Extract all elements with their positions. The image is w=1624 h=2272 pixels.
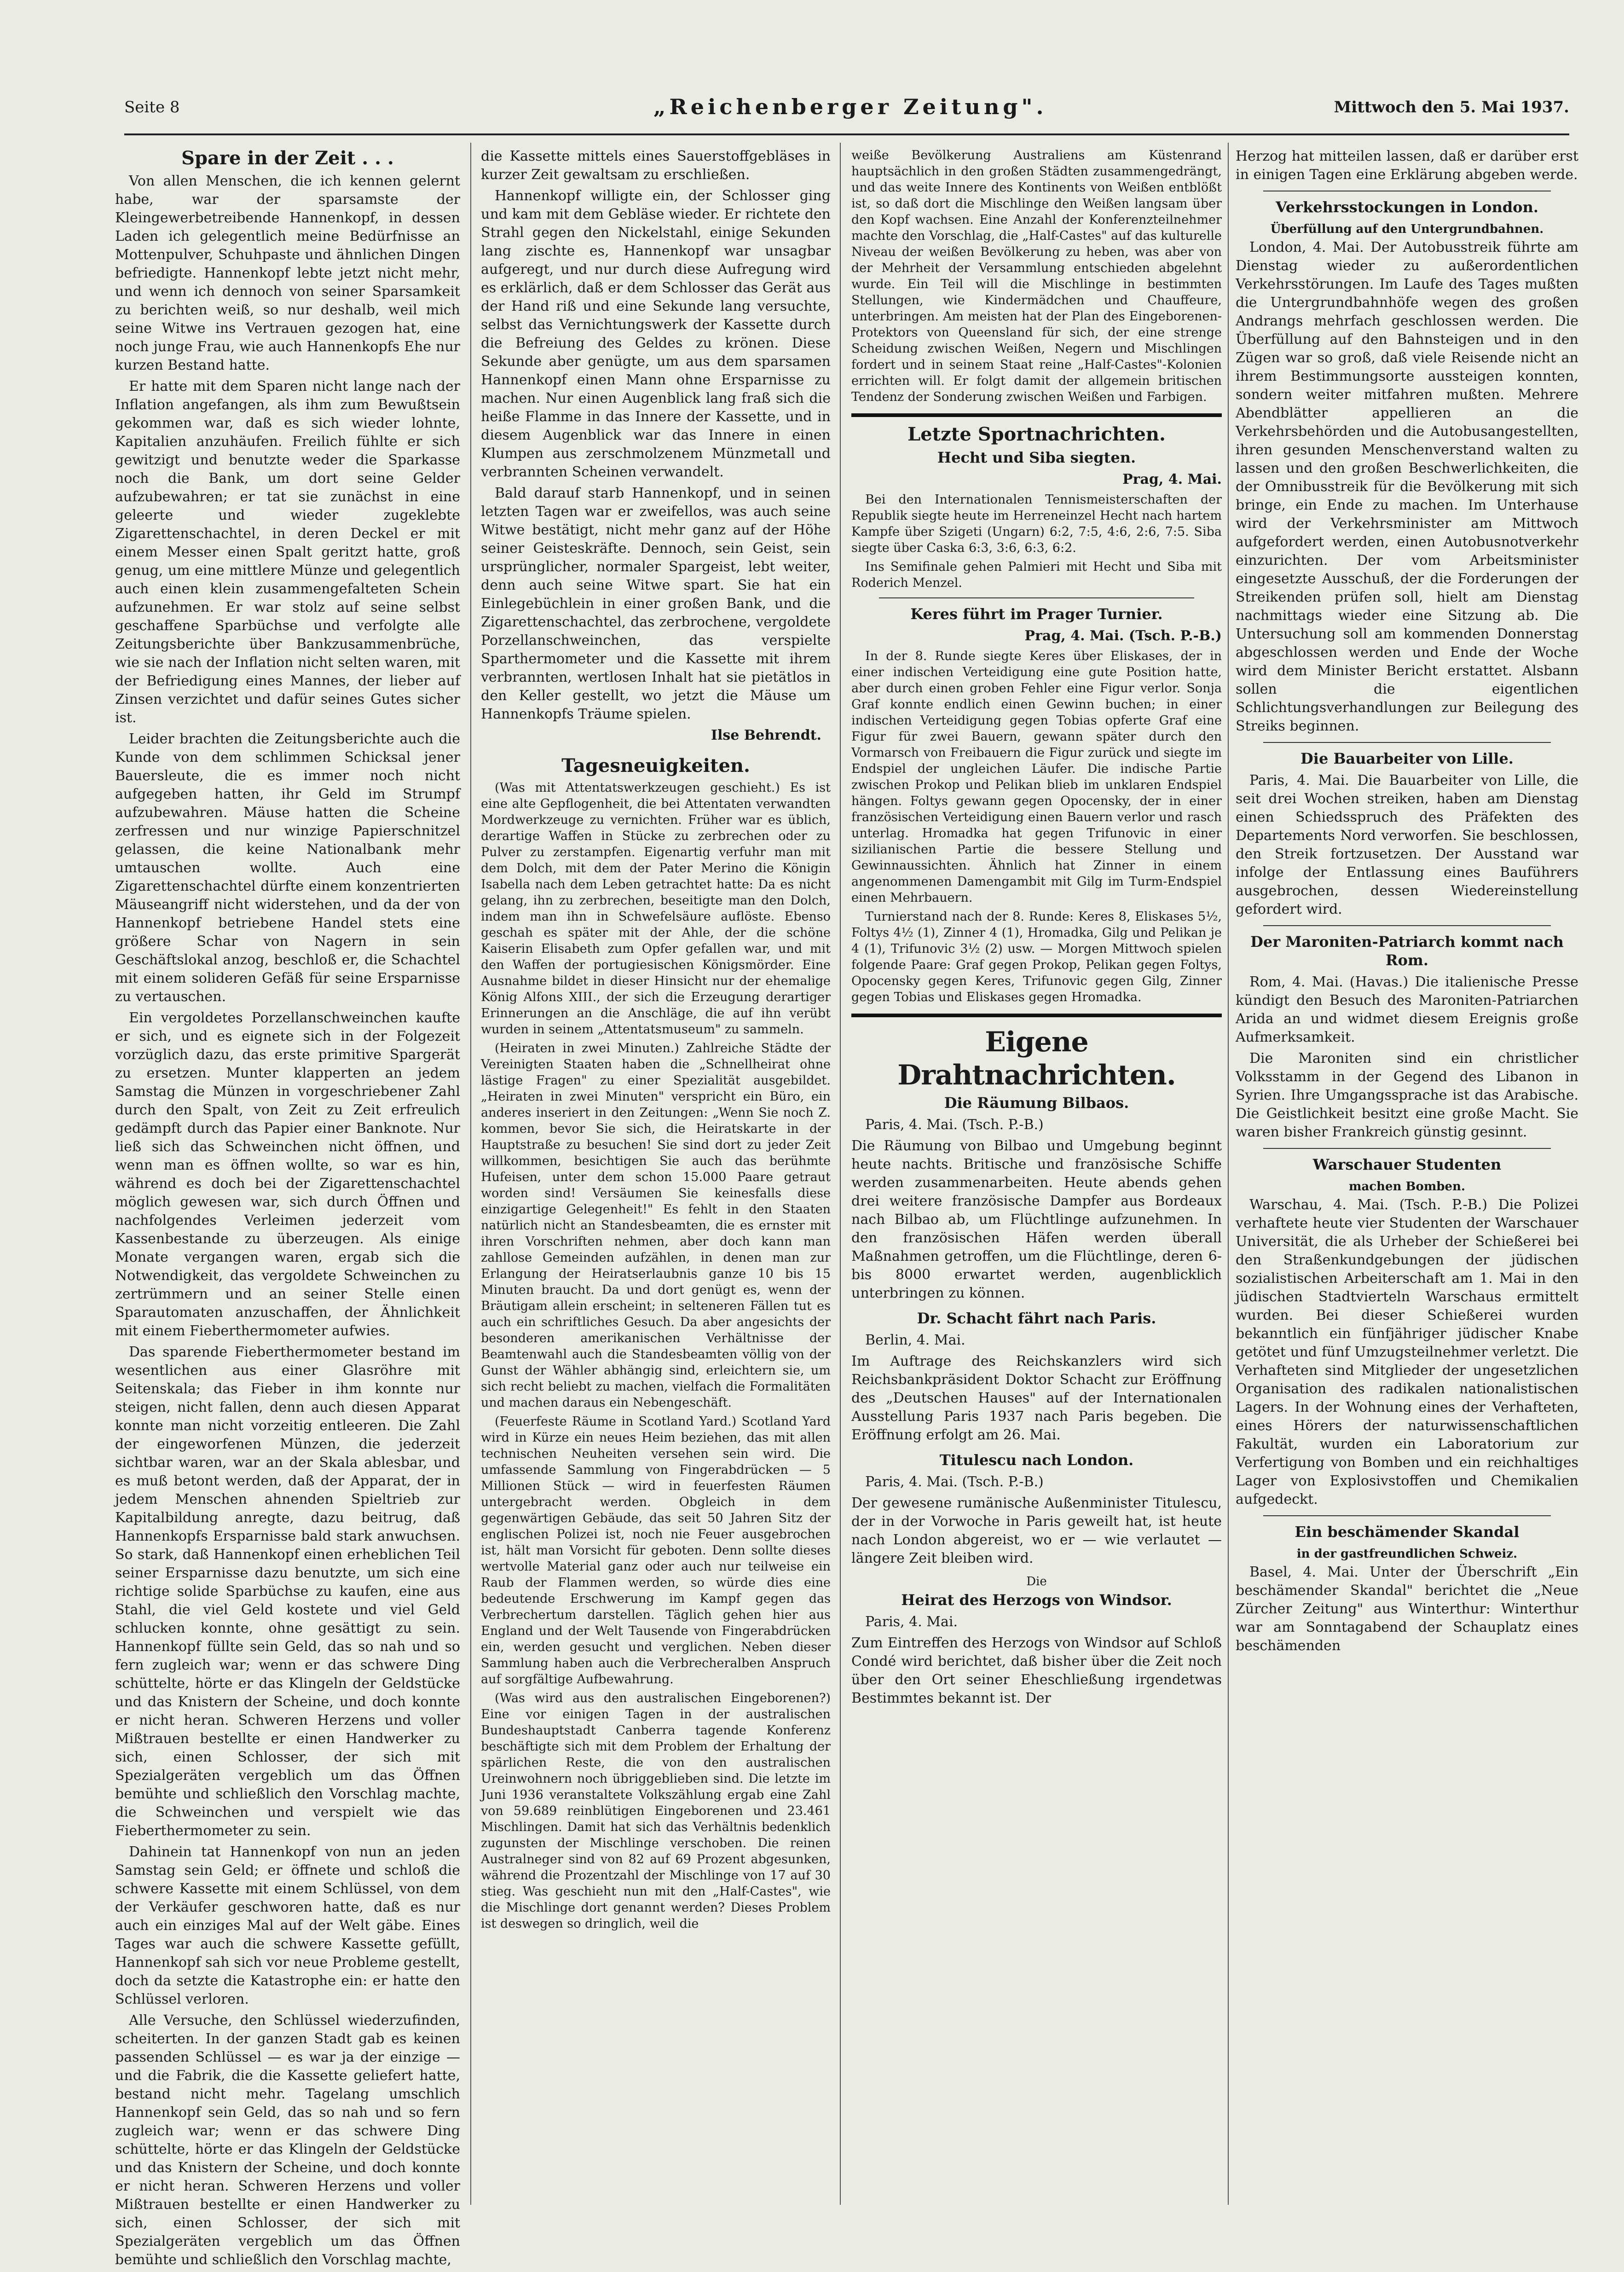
article-title: Verkehrsstockungen in London. xyxy=(1275,198,1539,216)
column-2 xyxy=(481,147,831,1935)
article-title: Dr. Schacht fährt nach Paris. xyxy=(917,1310,1156,1327)
paragraph: Leider brachten die Zeitungsberichte auch die Kunde von dem schlimmen Schicksal jener Bauersleute, die es immer noch nicht aufgegeben hatten, ihr Geld im Strumpf aufzubewahren. Mäuse hatten die Scheine zerfressen und nur winzige Papierschnitzel gelassen, die keine Nationalbank mehr umtauschen wollte. Auch eine Zigarettenschachtel dürfte einem konzentrierten Mäuseangriff nicht widerstehen, und da der von Hannenkopf betriebene Handel stets eine größere Schar von Nagern in sein Geschäftslokal anzog, beschloß er, die Schachtel mit einem solideren Gefäß für seine Ersparnisse zu vertauschen. xyxy=(115,731,460,1005)
paragraph: Hannenkopf willigte ein, der Schlosser ging und kam mit dem Gebläse wieder. Er richtete den Strahl gegen den Nickelstahl, einige Sekunden lang zischte es, Hannenkopf war unsagbar aufgeregt, und nur durch diese Aufregung wird es erklärlich, daß er dem Schlosser das Gerät aus der Hand riß und eine Sekunde lang versuchte, selbst das Vernichtungswerk der Kassette durch die Befreiung des Geldes zu krönen. Diese Sekunde aber genügte, um aus dem sparsamen Hannenkopf einen Mann ohne Ersparnisse zu machen. Nur einen Augenblick lang fraß sich die heiße Flamme in das Innere der Kassette, und in diesem Augenblick war das Innere in einen Klumpen aus zerschmolzenem Münzmetall und verbrannten Scheinen verwandelt. xyxy=(481,188,831,480)
dateline: Berlin, 4. Mai. xyxy=(865,1332,965,1348)
article-title: Keres führt im Prager Turnier. xyxy=(910,605,1163,623)
divider xyxy=(879,597,1194,598)
article-title: Titulescu nach London. xyxy=(939,1451,1134,1469)
paragraph: Die Räumung von Bilbao und Umgebung beginnt heute nachts. Britische und französische Schiffe werden zusammenarbeiten. Heute abends gehen drei weitere französische Dampfer aus Bordeaux nach Bilbao ab, um Flüchtlinge aufzunehmen. In den französischen Häfen werden überall Maßnahmen getroffen, um die Flüchtlinge, deren 6- bis 8000 erwartet werden, augenblicklich unterbringen zu können. xyxy=(851,1138,1222,1301)
paragraph: Dahinein tat Hannenkopf von nun an jeden Samstag sein Geld; er öffnete und schloß die schwere Kassette mit einem Schlüssel, von dem der Verkäufer geschworen hatte, daß es nur auch ein einziges Mal auf der Welt gäbe. Eines Tages war auch die schwere Kassette gefüllt, Hannenkopf sah sich vor neue Probleme gestellt, doch da setzte die Katastrophe ein: er hatte den Schlüssel verloren. xyxy=(115,1844,460,2007)
issue-date: Mittwoch den 5. Mai 1937. xyxy=(1334,98,1569,116)
page-number: Seite 8 xyxy=(124,98,180,116)
article-subtitle: Überfüllung auf den Untergrundbahnen. xyxy=(1270,222,1544,236)
paragraph: Von allen Menschen, die ich kennen gelernt habe, war der sparsamste der Kleingewerbetreibende Hannenkopf, in dessen Laden ich gelegentlich meine Bedürfnisse an Mottenpulver, Schuhpaste und ähnlichen Dingen befriedigte. Hannenkopf lebte jetzt nicht mehr, und wenn ich dennoch von seiner Sparsamkeit zu berichten weiß, so nur deshalb, weil mich seine Witwe ins Vertrauen gezogen hat, eine noch junge Frau, wie auch Hannenkopfs Ehe nur kurzen Bestand hatte. xyxy=(115,173,460,373)
news-item: (Was mit Attentatswerkzeugen geschieht.) Es ist eine alte Gepflogenheit, die bei Attentaten verwandten Mordwerkzeuge zu vernichten. Früher war es üblich, derartige Waffen in Stücke zu zerbrechen oder zu Pulver zu zerstampfen. Eigenartig verfuhr man mit dem Dolch, mit dem der Pater Merino die Königin Isabella nach dem Leben getrachtet hatte: Da es nicht gelang, ihn zu zerbrechen, beseitigte man den Dolch, indem man ihn in Schwefelsäure auflöste. Ebenso geschah es später mit der Ahle, der die schöne Kaiserin Elisabeth zum Opfer gefallen war, und mit den Waffen der portugiesischen Königsmörder. Eine Ausnahme bildet in dieser Hinsicht nur der ehemalige König Alfons XIII., der sich die Erzeugung derartiger Erinnerungen an die Anschläge, die auf ihn verübt wurden in seinem „Attentatsmuseum" zu sammeln. xyxy=(481,781,831,1037)
divider xyxy=(1263,1148,1551,1149)
paragraph: Im Auftrage des Reichskanzlers wird sich Reichsbankpräsident Doktor Schacht zur Eröffnung des „Deutschen Hauses" auf der Internationalen Ausstellung Paris 1937 nach Paris begeben. Die Eröffnung erfolgt am 26. Mai. xyxy=(851,1353,1222,1443)
divider xyxy=(1263,742,1551,743)
article-title: Heirat des Herzogs von Windsor. xyxy=(901,1591,1172,1609)
paragraph: London, 4. Mai. Der Autobusstreik führte am Dienstag wieder zu außerordentlichen Verkehrsstörungen. Im Laufe des Tages mußten die Untergrundbahnhöfe wegen des großen Andrangs mehrfach geschlossen werden. Die Überfüllung auf den Bahnsteigen und in den Zügen war so groß, daß viele Reisende nicht an ihrem Bestimmungsorte aussteigen konnten, sondern weiter mitfahren mußten. Mehrere Abendblätter appellieren an die Verkehrsbehörden und die Autobusangestellten, ihren gesunden Menschenverstand walten zu lassen und den großen Beschwerlichkeiten, die der Omnibusstreik für die Bevölkerung mit sich bringe, ein Ende zu machen. Im Unterhause wird der Verkehrsminister am Mittwoch aufgefordert werden, einen Autobusnotverkehr einzurichten. Der vom Arbeitsminister eingesetzte Ausschuß, der die Forderungen der Streikenden prüfen soll, hielt am Dienstag nachmittags wieder eine Sitzung ab. Die Untersuchung soll am kommenden Donnerstag abgeschlossen werden und Ende der Woche wird dem Minister Bericht erstattet. Alsbann sollen die eigentlichen Schlichtungsverhandlungen zur Beilegung des Streiks beginnen. xyxy=(1236,239,1578,734)
article-title: Der Maroniten-Patriarch kommt nach Rom. xyxy=(1250,933,1564,969)
news-item: (Was wird aus den australischen Eingeborenen?) Eine vor einigen Tagen in der australischen Bundeshauptstadt Canberra tagende Konferenz beschäftigte sich mit dem Problem der Erhaltung der spärlichen Reste, die von den australischen Ureinwohnern noch übriggeblieben sind. Die letzte im Juni 1936 veranstaltete Volkszählung ergab eine Zahl von 59.689 reinblütigen Eingeborenen und 23.461 Mischlingen. Damit hat sich das Verhältnis bedenklich zugunsten der Mischlinge verschoben. Die reinen Australneger sind von 82 auf 69 Prozent abgesunken, während die Prozentzahl der Mischlinge von 17 auf 30 stieg. Was geschieht nun mit den „Half-Castes", wie die Mischlinge dort genannt werden? Dieses Problem ist deswegen so dringlich, weil die xyxy=(481,1691,831,1931)
paragraph: Das sparende Fieberthermometer bestand im wesentlichen aus einer Glasröhre mit Seitenskala; das Fieber in ihm konnte nur steigen, nicht fallen, denn auch diesen Apparat konnte man nicht vorzeitig entleeren. Die Zahl der eingeworfenen Münzen, die jederzeit sichtbar waren, war an der Skala ablesbar, und es muß betont werden, daß der Apparat, der in jedem Menschen ahnenden Spieltrieb zur Kapitalbildung anregte, dazu beitrug, daß Hannenkopfs Ersparnisse bald stark anwuchsen. So stark, daß Hannenkopf einen erheblichen Teil seiner Ersparnisse dazu benutzte, um sich eine richtige solide Sparbüchse zu kaufen, eine aus Stahl, die viel Geld kostete und viel Geld schlucken konnte, ohne gesättigt zu sein. Hannenkopf füllte sein Geld, das so nah und so fern zugleich war; wenn er das schwere Ding schüttelte, hörte er das Klingeln der Geldstücke und das Knistern der Scheine, und doch konnte er nicht heran. Schweren Herzens und voller Mißtrauen bestellte er einen Handwerker zu sich, einen Schlosser, der sich mit Spezialgeräten vergeblich um das Öffnen bemühte und schließlich den Vorschlag machte, die Schweinchen und verspielt wie das Fieberthermometer zu sein. xyxy=(115,1344,460,1839)
divider xyxy=(1263,1515,1551,1516)
paragraph: Turnierstand nach der 8. Runde: Keres 8, Eliskases 5½, Foltys 4½ (1), Zinner 4 (1), Hromadka, Gilg und Pelikan je 4 (1), Trifunovic 3½ (2) usw. — Morgen Mittwoch spielen folgende Paare: Graf gegen Prokop, Pelikan gegen Foltys, Opocensky gegen Keres, Trifunovic gegen Gilg, Zinner gegen Tobias und Eliskases gegen Hromadka. xyxy=(851,910,1222,1004)
dateline: Paris, 4. Mai. xyxy=(865,1614,958,1630)
column-divider xyxy=(470,143,471,2205)
paragraph: Bald darauf starb Hannenkopf, und in seinen letzten Tagen war er zweifellos, was auch seine Witwe bestätigt, nicht mehr ganz auf der Höhe seiner Geisteskräfte. Dennoch, sein Geist, sein ursprünglicher, normaler Spargeist, lebt weiter, denn auch seine Witwe spart. Sie hat ein Einlegebüchlein in einer großen Bank, und die Zigarettenschachtel, das zerbrochene, vergoldete Porzellanschweinchen, das verspielte Sparthermometer und die Kassette mit ihrem verbrannten, wertlosen Inhalt hat sie pietätlos in den Keller gestellt, wo jetzt die Mäuse um Hannenkopfs Träume spielen. xyxy=(481,485,831,722)
author-signature: Ilse Behrendt. xyxy=(711,727,821,743)
article-title: Die Räumung Bilbaos. xyxy=(944,1094,1129,1112)
paragraph: Warschau, 4. Mai. (Tsch. P.-B.) Die Polizei verhaftete heute vier Studenten der Warschauer Universität, die als Urheber der Schießerei bei den Straßenkundgebungen der jüdischen sozialistischen Arbeiterschaft am 1. Mai in den jüdischen Stadtvierteln Warschaus ermittelt wurden. Bei dieser Schießerei wurden bekanntlich ein fünfjähriger jüdischer Knabe getötet und fünf Umzugsteilnehmer verletzt. Die Verhafteten sind Mitglieder der ungesetzlichen Organisation des radikalen nationalistischen Lagers. In der Wohnung eines der Verhafteten, eines Hörers der naturwissenschaftlichen Fakultät, wurden ein Laboratorium zur Verfertigung von Bomben und ein reichhaltiges Lager von Explosivstoffen und Chemikalien aufgedeckt. xyxy=(1236,1197,1578,1507)
article-title: Ein beschämender Skandal xyxy=(1295,1523,1520,1541)
paragraph: Alle Versuche, den Schlüssel wiederzufinden, scheiterten. In der ganzen Stadt gab es keinen passenden Schlüssel — es war ja der einzige — und die Fabrik, die die Kassette geliefert hatte, bestand nicht mehr. Tagelang umschlich Hannenkopf sein Geld, das so nah und so fern zugleich war; wenn er das schwere Ding schüttelte, hörte er das Klingeln der Geldstücke und das Knistern der Scheine, und doch konnte er nicht heran. Schweren Herzens und voller Mißtrauen bestellte er einen Handwerker zu sich, einen Schlosser, der sich mit Spezialgeräten vergeblich um das Öffnen bemühte und schließlich den Vorschlag machte, xyxy=(115,2012,460,2268)
paragraph: In der 8. Runde siegte Keres über Eliskases, der in einer indischen Verteidigung eine gute Position hatte, aber durch einen groben Fehler eine Figur verlor. Sonja Graf konnte endlich einen Gewinn buchen; in einer indischen Verteidigung gegen Tobias opferte Graf eine Figur für zwei Bauern, gewann später durch den Vormarsch von Freibauern die Figur zurück und siegte im Endspiel der ungleichen Läufer. Die indische Partie zwischen Prokop und Pelikan blieb im unklaren Endspiel hängen. Foltys gewann gegen Opocensky, der in einer französischen Verteidigung einen Bauern verlor und rasch unterlag. Hromadka hat gegen Trifunovic in einer sizilianischen Partie die bessere Stellung und Gewinnaussichten. Ähnlich hat Zinner in einem angenommenen Damengambit mit Gilg im Turm-Endspiel einen Mehrbauern. xyxy=(851,649,1222,905)
news-item: (Feuerfeste Räume in Scotland Yard.) Scotland Yard wird in Kürze ein neues Heim beziehen, das mit allen technischen Neuheiten versehen sein wird. Die umfassende Sammlung von Fingerabdrücken — 5 Millionen Stück — wird in feuerfesten Räumen untergebracht werden. Obgleich in dem gegenwärtigen Gebäude, das seit 50 Jahren Sitz der englischen Polizei ist, noch nie Feuer ausgebrochen ist, hält man Vorsicht für geboten. Denn sollte dieses wertvolle Material ganz oder auch nur teilweise ein Raub der Flammen werden, so würde dies eine bedeutende Erschwerung im Kampf gegen das Verbrechertum darstellen. Täglich gehen hier aus England und der Welt Tausende von Fingerabdrücken ein, werden gesucht und verglichen. Neben dieser Sammlung haben auch die Verbrecheralben Anspruch auf sorgfältige Aufbewahrung. xyxy=(481,1414,831,1687)
article-subtitle: machen Bomben. xyxy=(1348,1180,1466,1194)
paragraph: Rom, 4. Mai. (Havas.) Die italienische Presse kündigt den Besuch des Maroniten-Patriarchen Arida an und widmet diesem Ereignis große Aufmerksamkeit. xyxy=(1236,974,1578,1045)
dateline: Prag, 4. Mai. (Tsch. P.-B.) xyxy=(1024,628,1222,644)
paragraph: Herzog hat mitteilen lassen, daß er darüber erst in einigen Tagen eine Erklärung abgeben werde. xyxy=(1236,148,1578,183)
paragraph: Die Maroniten sind ein christlicher Volksstamm in der Gegend des Libanon in Syrien. Ihre Umgangssprache ist das Arabische. Die Geistlichkeit besitzt eine große Macht. Sie waren bisher Frankreich günstig gesinnt. xyxy=(1236,1050,1578,1140)
paragraph: die Kassette mittels eines Sauerstoffgebläses in kurzer Zeit gewaltsam zu erschließen. xyxy=(481,148,831,183)
article-title: Hecht und Siba siegten. xyxy=(937,449,1136,466)
paragraph: weiße Bevölkerung Australiens am Küstenrand hauptsächlich in den großen Städten zusammengedrängt, und das weite Innere des Kontinents von Weißen entblößt ist, so daß dort die Mischlinge den Weißen langsam über den Kopf wachsen. Eine Anzahl der Konferenzteilnehmer machte den Vorschlag, die „Half-Castes" auf das kulturelle Niveau der weißen Bevölkerung zu heben, was aber von der Mehrheit der Versammlung entschieden abgelehnt wurde. Ein Teil will die Mischlinge in bestimmten Stellungen, wie Kindermädchen und Chauffeure, unterbringen. Am meisten hat der Plan des Eingeborenen-Protektors von Queensland für sich, der eine strenge Scheidung zwischen Weißen, Negern und Mischlingen fordert und in seinem Staat reine „Half-Castes"-Kolonien errichten will. Er folgt damit der allgemein britischen Tendenz der Sonderung zwischen Weißen und Farbigen. xyxy=(851,148,1222,404)
column-1 xyxy=(115,147,460,2272)
article-title: Die Bauarbeiter von Lille. xyxy=(1300,750,1514,767)
article-subtitle: in der gastfreundlichen Schweiz. xyxy=(1296,1547,1518,1561)
article-title: Spare in der Zeit . . . xyxy=(181,147,394,169)
column-3 xyxy=(851,147,1222,1710)
section-bar xyxy=(851,1014,1222,1017)
dateline: Paris, 4. Mai. (Tsch. P.-B.) xyxy=(865,1474,1044,1490)
paragraph: Bei den Internationalen Tennismeisterschaften der Republik siegte heute im Herreneinzel Hecht nach hartem Kampfe über Szigeti (Ungarn) 6:2, 7:5, 4:6, 2:6, 7:5. Siba siegte über Caska 6:3, 3:6, 6:3, 6:2. xyxy=(851,493,1222,555)
column-divider xyxy=(1228,143,1229,2205)
paragraph: Ein vergoldetes Porzellanschweinchen kaufte er sich, und es eignete sich in der Folgezeit vorzüglich dazu, das erste primitive Spargerät zu ersetzen. Munter klapperten an jedem Samstag die Münzen in vorgeschriebener Zahl durch den Spalt, von Zeit zu Zeit erfreulich gedämpft durch das Papier einer Banknote. Nur ließ sich das Schweinchen nicht öffnen, und wenn man es öffnen wollte, so war es hin, während es doch bei der Zigarettenschachtel möglich gewesen war, sich durch Öffnen und nachfolgendes Verleimen jederzeit vom Kassenbestande zu überzeugen. Als einige Monate vergangen waren, ergab sich die Notwendigkeit, das vergoldete Schweinchen zu zertrümmern und an seiner Stelle einen Sparautomaten anzuschaffen, der Ähnlichkeit mit einem Fieberthermometer aufwies. xyxy=(115,1010,460,1339)
dateline: Paris, 4. Mai. (Tsch. P.-B.) xyxy=(865,1117,1044,1133)
section-title: Tagesneuigkeiten. xyxy=(561,755,750,777)
article-title: Warschauer Studenten xyxy=(1312,1156,1502,1173)
paragraph: Der gewesene rumänische Außenminister Titulescu, der in der Vorwoche in Paris geweilt hat, ist heute nach London abgereist, wo er — wie verlautet — längere Zeit bleiben wird. xyxy=(851,1495,1222,1566)
section-title: Letzte Sportnachrichten. xyxy=(907,423,1166,445)
divider xyxy=(1263,925,1551,926)
paragraph: Er hatte mit dem Sparen nicht lange nach der Inflation angefangen, als ihm zum Bewußtsein gekommen war, daß es sich wieder lohnte, Kapitalien anzuhäufen. Freilich fühlte er sich gewitzigt und benutzte weder die Sparkasse noch die Bank, um dort seine Gelder aufzubewahren; er tat sie zunächst in eine geleerte und wieder zugeklebte Zigarettenschachtel, in deren Deckel er mit einem Messer einen Spalt geritzt hatte, groß genug, um eine mittlere Münze und gelegentlich auch einen klein zusammengefalteten Schein aufzunehmen. Er war stolz auf seine selbst geschaffene Sparbüchse und verfolgte alle Zeitungsberichte über Bankzusammenbrüche, wie sie nach der Inflation nicht selten waren, mit der Befriedigung eines Mannes, der lieber auf Zinsen verzichtet und dafür seines Gutes sicher ist. xyxy=(115,378,460,726)
dateline: Prag, 4. Mai. xyxy=(1122,471,1222,487)
article-kicker: Die xyxy=(1026,1575,1047,1588)
newspaper-title: „Reichenberger Zeitung". xyxy=(653,94,1047,119)
paragraph: Paris, 4. Mai. Die Bauarbeiter von Lille, die seit drei Wochen streiken, haben am Dienstag einen Schiedsspruch des Präfekten des Departements Nord verworfen. Sie beschlossen, den Streik fortzusetzen. Der Ausstand war infolge der Entlassung eines Bauführers ausgebrochen, dessen Wiedereinstellung gefordert wird. xyxy=(1236,772,1578,917)
page-header xyxy=(124,94,1569,127)
paragraph: Ins Semifinale gehen Palmieri mit Hecht und Siba mit Roderich Menzel. xyxy=(851,560,1222,590)
section-bar xyxy=(851,413,1222,417)
paragraph: Zum Eintreffen des Herzogs von Windsor auf Schloß Condé wird berichtet, daß bisher über die Zeit noch über den Ort seiner Eheschließung irgendetwas Bestimmtes bekannt ist. Der xyxy=(851,1635,1222,1706)
column-4 xyxy=(1236,147,1578,1658)
column-divider xyxy=(840,143,841,2205)
paragraph: Basel, 4. Mai. Unter der Überschrift „Ein beschämender Skandal" berichtet die „Neue Zürcher Zeitung" aus Winterthur: Winterthur war am Sonntagabend der Schauplatz eines beschämenden xyxy=(1236,1564,1578,1654)
section-title: Eigene Drahtnachrichten. xyxy=(897,1026,1176,1091)
header-rule xyxy=(124,133,1569,135)
news-item: (Heiraten in zwei Minuten.) Zahlreiche Städte der Vereinigten Staaten haben die „Schnellheirat ohne lästige Fragen" zu einer Spezialität ausgebildet. „Heiraten in zwei Minuten" verspricht ein Büro, ein anderes inseriert in den Zeitungen: „Wenn Sie noch Z. kommen, bevor Sie sich, die Heiratskarte in der Hauptstraße zu besuchen! Sie sind dort zu jeder Zeit willkommen, besichtigen Sie auch das berühmte Hufeisen, unter dem schon 15.000 Paare getraut worden sind! Versäumen Sie keinesfalls diese einzigartige Gelegenheit!" Es fehlt in den Staaten natürlich nicht an Standesbeamten, die es ernster mit ihren Vorschriften nehmen, aber doch kann man zahllose Gemeinden aufzählen, in denen man zur Erlangung der Heiratserlaubnis ganze 10 bis 15 Minuten braucht. Da und dort genügt es, wenn der Bräutigam allein erscheint; in selteneren Fällen tut es auch ein schriftliches Gesuch. Da aber angesichts der besonderen amerikanischen Verhältnisse der Beamtenwahl auch die Standesbeamten völlig von der Gunst der Wähler abhängig sind, erleichtern sie, um sich recht beliebt zu machen, vielfach die Formalitäten und machen daraus ein Nebengeschäft. xyxy=(481,1041,831,1410)
